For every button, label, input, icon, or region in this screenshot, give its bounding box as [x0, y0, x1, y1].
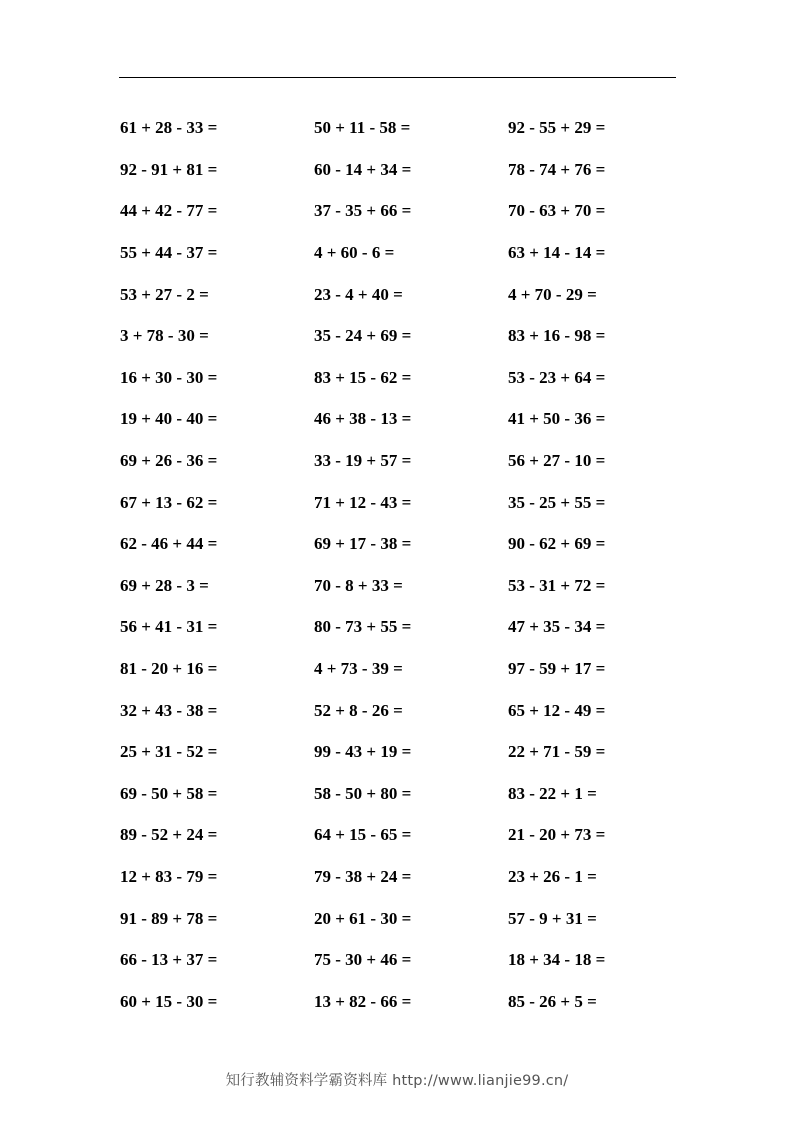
math-problem: 80 - 73 + 55 = — [314, 617, 412, 637]
math-problem: 53 + 27 - 2 = — [120, 284, 209, 304]
math-problem: 67 + 13 - 62 = — [120, 492, 218, 512]
math-problem: 56 + 27 - 10 = — [508, 451, 606, 471]
math-problem: 81 - 20 + 16 = — [120, 659, 218, 679]
math-problem: 16 + 30 - 30 = — [120, 367, 218, 387]
math-problem: 56 + 41 - 31 = — [120, 617, 218, 637]
math-problem: 35 - 24 + 69 = — [314, 326, 412, 346]
math-problem: 4 + 70 - 29 = — [508, 284, 597, 304]
math-problem: 35 - 25 + 55 = — [508, 492, 606, 512]
math-problem: 60 + 15 - 30 = — [120, 991, 218, 1011]
math-problem: 83 - 22 + 1 = — [508, 783, 597, 803]
math-problem: 71 + 12 - 43 = — [314, 492, 412, 512]
problem-row — [120, 523, 680, 565]
math-problem: 32 + 43 - 38 = — [120, 700, 218, 720]
math-problem: 78 - 74 + 76 = — [508, 159, 606, 179]
math-problem: 90 - 62 + 69 = — [508, 534, 606, 554]
math-problem: 4 + 60 - 6 = — [314, 243, 395, 263]
math-problem: 50 + 11 - 58 = — [314, 118, 411, 138]
math-problem: 92 - 55 + 29 = — [508, 118, 606, 138]
math-problem: 47 + 35 - 34 = — [508, 617, 606, 637]
math-problem: 4 + 73 - 39 = — [314, 659, 403, 679]
problem-row — [120, 190, 680, 232]
math-problem: 60 - 14 + 34 = — [314, 159, 412, 179]
math-problem: 92 - 91 + 81 = — [120, 159, 218, 179]
problem-row — [120, 939, 680, 981]
math-problem: 89 - 52 + 24 = — [120, 825, 218, 845]
math-problem: 21 - 20 + 73 = — [508, 825, 606, 845]
math-problem: 53 - 31 + 72 = — [508, 575, 606, 595]
math-problem: 58 - 50 + 80 = — [314, 783, 412, 803]
math-problem: 57 - 9 + 31 = — [508, 908, 597, 928]
math-problem: 20 + 61 - 30 = — [314, 908, 412, 928]
math-problem: 66 - 13 + 37 = — [120, 950, 218, 970]
math-problem: 69 - 50 + 58 = — [120, 783, 218, 803]
math-problem: 83 + 16 - 98 = — [508, 326, 606, 346]
problem-row — [120, 107, 680, 149]
math-problem: 41 + 50 - 36 = — [508, 409, 606, 429]
math-problem: 61 + 28 - 33 = — [120, 118, 218, 138]
problem-row — [120, 814, 680, 856]
math-problem: 75 - 30 + 46 = — [314, 950, 412, 970]
arithmetic-worksheet — [120, 107, 680, 1022]
math-problem: 62 - 46 + 44 = — [120, 534, 218, 554]
problem-row — [120, 232, 680, 274]
math-problem: 23 + 26 - 1 = — [508, 866, 597, 886]
math-problem: 91 - 89 + 78 = — [120, 908, 218, 928]
problem-row — [120, 149, 680, 191]
math-problem: 37 - 35 + 66 = — [314, 201, 412, 221]
math-problem: 83 + 15 - 62 = — [314, 367, 412, 387]
math-problem: 65 + 12 - 49 = — [508, 700, 606, 720]
math-problem: 69 + 17 - 38 = — [314, 534, 412, 554]
math-problem: 18 + 34 - 18 = — [508, 950, 606, 970]
problem-row — [120, 773, 680, 815]
problem-row — [120, 398, 680, 440]
math-problem: 69 + 28 - 3 = — [120, 575, 209, 595]
problem-row — [120, 606, 680, 648]
problem-row — [120, 648, 680, 690]
math-problem: 3 + 78 - 30 = — [120, 326, 209, 346]
math-problem: 22 + 71 - 59 = — [508, 742, 606, 762]
math-problem: 25 + 31 - 52 = — [120, 742, 218, 762]
math-problem: 55 + 44 - 37 = — [120, 243, 218, 263]
problem-row — [120, 315, 680, 357]
math-problem: 70 - 63 + 70 = — [508, 201, 606, 221]
footer-watermark: 知行教辅资料学霸资料库 http://www.lianjie99.cn/ — [225, 1073, 569, 1089]
header-divider — [119, 77, 676, 78]
problem-row — [120, 980, 680, 1022]
math-problem: 33 - 19 + 57 = — [314, 451, 412, 471]
math-problem: 19 + 40 - 40 = — [120, 409, 218, 429]
math-problem: 53 - 23 + 64 = — [508, 367, 606, 387]
math-problem: 85 - 26 + 5 = — [508, 991, 597, 1011]
math-problem: 13 + 82 - 66 = — [314, 991, 412, 1011]
problem-row — [120, 440, 680, 482]
problem-row — [120, 481, 680, 523]
math-problem: 23 - 4 + 40 = — [314, 284, 403, 304]
problem-row — [120, 565, 680, 607]
problem-row — [120, 897, 680, 939]
math-problem: 52 + 8 - 26 = — [314, 700, 403, 720]
problem-row — [120, 273, 680, 315]
math-problem: 44 + 42 - 77 = — [120, 201, 218, 221]
problem-row — [120, 856, 680, 898]
math-problem: 69 + 26 - 36 = — [120, 451, 218, 471]
math-problem: 99 - 43 + 19 = — [314, 742, 412, 762]
problem-row — [120, 731, 680, 773]
math-problem: 63 + 14 - 14 = — [508, 243, 606, 263]
math-problem: 70 - 8 + 33 = — [314, 575, 403, 595]
math-problem: 79 - 38 + 24 = — [314, 866, 412, 886]
problem-row — [120, 689, 680, 731]
math-problem: 64 + 15 - 65 = — [314, 825, 412, 845]
math-problem: 46 + 38 - 13 = — [314, 409, 412, 429]
math-problem: 97 - 59 + 17 = — [508, 659, 606, 679]
math-problem: 12 + 83 - 79 = — [120, 866, 218, 886]
problem-row — [120, 357, 680, 399]
